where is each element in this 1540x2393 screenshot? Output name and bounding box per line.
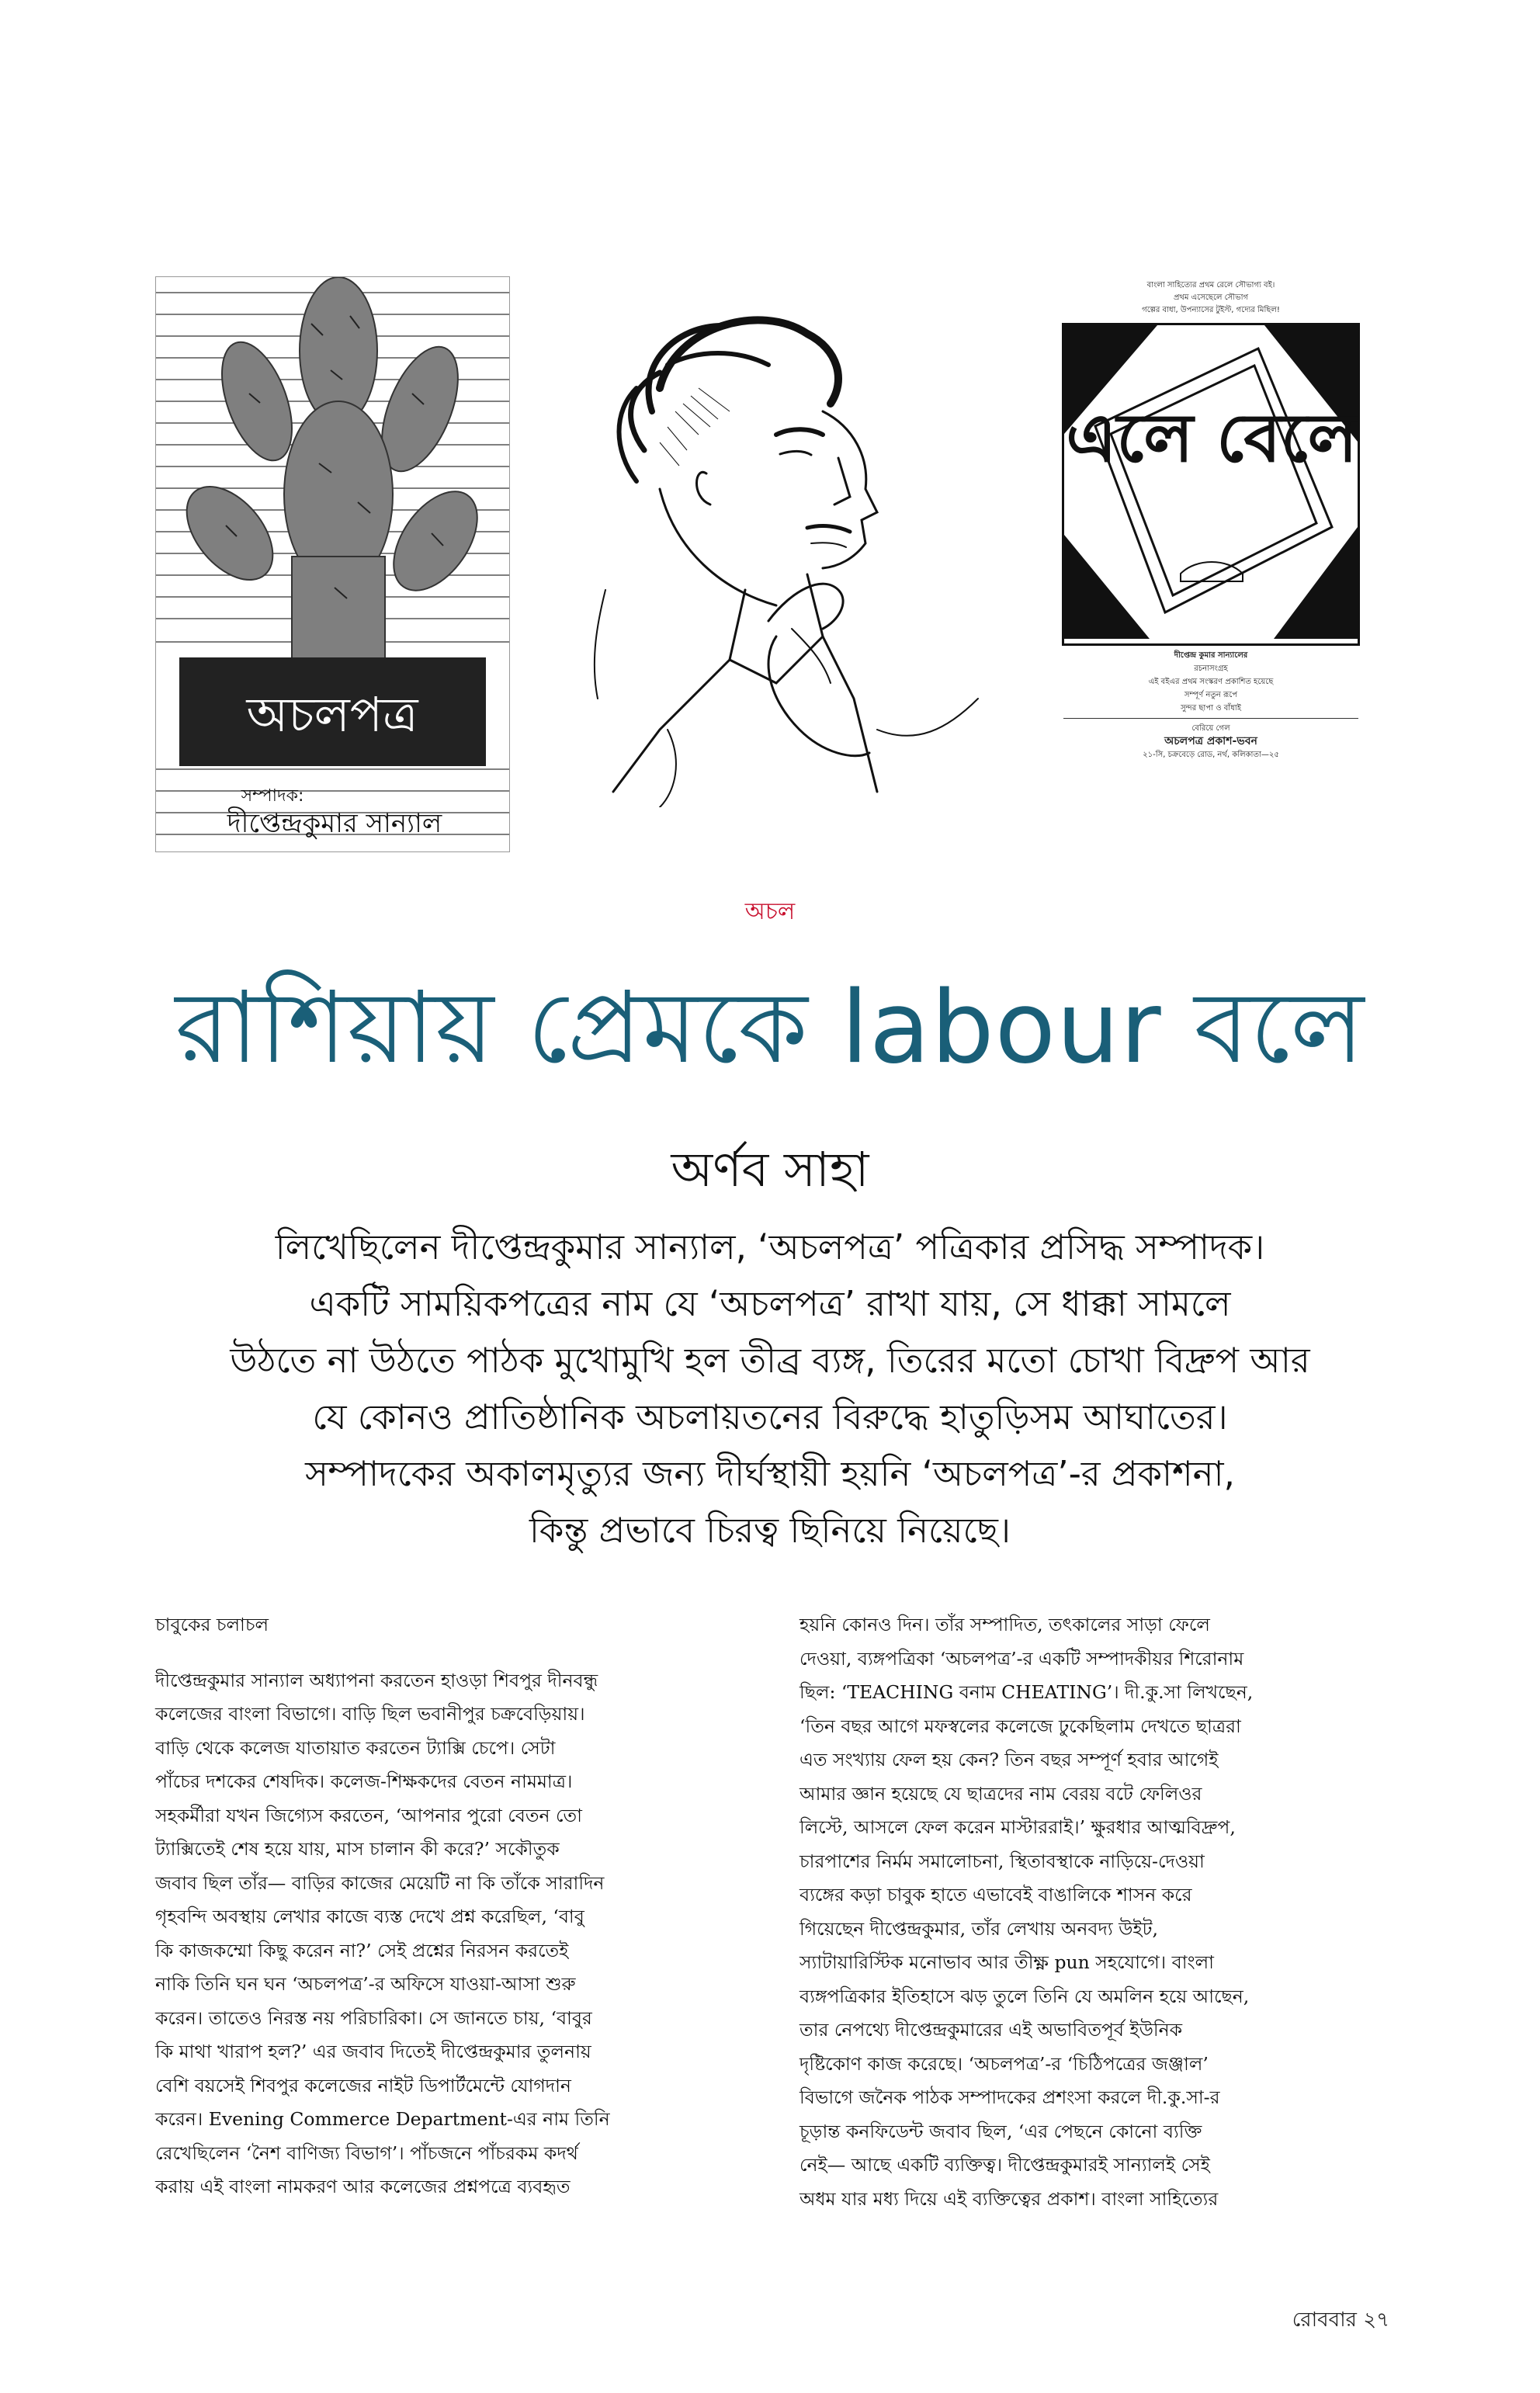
- ad-top-text: [1056, 279, 1366, 317]
- body-line: সহকর্মীরা যখন জিগ্যেস করতেন, ‘আপনার পুরো বেতন তো: [155, 1804, 582, 1826]
- ad-cover-title: এলে বেলে: [1066, 400, 1358, 477]
- body-line: হয়নি কোনও দিন। তাঁর সম্পাদিত, তৎকালের সাড়া ফেলে: [799, 1614, 1210, 1635]
- ad-cover-art: [1062, 323, 1360, 646]
- body-line: কি কাজকম্মো কিছু করেন না?’ সেই প্রশ্নের নিরসন করতেই: [155, 1939, 569, 1961]
- body-line: করায় এই বাংলা নামকরণ আর কলেজের প্রশ্নপত্রে ব্যবহৃত: [155, 2176, 571, 2197]
- body-line: ছিল: ‘TEACHING বনাম CHEATING’। দী.কু.সা লিখছেন,: [799, 1681, 1254, 1703]
- body-line: বেশি বয়সেই শিবপুর কলেজের নাইট ডিপার্টমেন্টে যোগদান: [155, 2074, 571, 2096]
- body-line: ব্যঙ্গের কড়া চাবুক হাতে এভাবেই বাঙালিকে শাসন করে: [799, 1884, 1192, 1906]
- body-line: বিভাগে জনৈক পাঠক সম্পাদকের প্রশংসা করলে দী.কু.সা-র: [799, 2086, 1220, 2108]
- standfirst-line: একটি সাময়িকপত্রের নাম যে ‘অচলপত্র’ রাখা যায়, সে ধাক্কা সামলে: [309, 1283, 1231, 1324]
- body-line: কি মাথা খারাপ হল?’ এর জবাব দিতেই দীপ্তেন্দ্রকুমার তুলনায়: [155, 2041, 591, 2062]
- body-line: কলেজের বাংলা বিভাগে। বাড়ি ছিল ভবানীপুর চক্রবেড়িয়ায়।: [155, 1703, 585, 1725]
- body-line: ট্যাক্সিতেই শেষ হয়ে যায়, মাস চালান কী করে?’ সকৌতুক: [155, 1838, 560, 1860]
- achalpatra-cover-image: [155, 276, 510, 852]
- ad-top-line: বাংলা সাহিত্যের প্রথম রেলে সৌভাগ্য বই।: [1146, 281, 1275, 290]
- standfirst-line: কিন্তু প্রভাবে চিরত্ব ছিনিয়ে নিয়েছে।: [529, 1510, 1011, 1551]
- ad-top-line: গল্পের বাধা, উপন্যাসের টুইস্ট, গদ্যের মিছিল!: [1142, 306, 1280, 314]
- page-folio: রোববার ২৭: [1292, 2308, 1389, 2332]
- ad-info-line: দীপ্তেন্দ্র কুমার সান্যালের: [1174, 651, 1248, 660]
- ad-info-line: ২১-সি, চক্রবেড়ে রোড, নর্থ, কলিকাতা—২৫: [1143, 751, 1279, 759]
- body-line: অধম যার মধ্য দিয়ে এই ব্যক্তিত্বের প্রকাশ। বাংলা সাহিত্যের: [799, 2187, 1219, 2210]
- cover-editor-label: সম্পাদক:: [241, 786, 304, 806]
- body-line: স্যাটায়ারিস্টিক মনোভাব আর তীক্ষ্ণ pun সহযোগে। বাংলা: [799, 1951, 1214, 1973]
- portrait-sketch-image: [543, 295, 1040, 807]
- section-subheading: চাবুকের চলাচল: [155, 1614, 269, 1635]
- ad-info-line: অচলপত্র প্রকাশ-ভবন: [1164, 735, 1257, 747]
- body-line: পাঁচের দশকের শেষদিক। কলেজ-শিক্ষকদের বেতন নামমাত্র।: [155, 1770, 573, 1792]
- body-line: জবাব ছিল তাঁর— বাড়ির কাজের মেয়েটি না কি তাঁকে সারাদিন: [155, 1871, 605, 1894]
- body-line: বাড়ি থেকে কলেজ যাতায়াত করতেন ট্যাক্সি চেপে। সেটা: [155, 1736, 556, 1759]
- ad-info-line: সুন্দর ছাপা ও বাঁধাই: [1181, 704, 1241, 713]
- standfirst-line: সম্পাদকের অকালমৃত্যুর জন্য দীর্ঘস্থায়ী হয়নি ‘অচলপত্র’-র প্রকাশনা,: [305, 1453, 1235, 1494]
- body-line: করেন। Evening Commerce Department-এর নাম তিনি: [155, 2108, 610, 2130]
- body-line: করেন। তাতেও নিরস্ত নয় পরিচারিকা। সে জানতে চায়, ‘বাবুর: [155, 2006, 592, 2029]
- body-line: রেখেছিলেন ‘নৈশ বাণিজ্য বিভাগ’। পাঁচজনে পাঁচরকম কদর্থ: [155, 2142, 578, 2164]
- body-line: দেওয়া, ব্যঙ্গপত্রিকা ‘অচলপত্র’-র একটি সম্পাদকীয়র শিরোনাম: [799, 1647, 1244, 1670]
- ad-divider: [1063, 718, 1358, 719]
- body-line: নাকি তিনি ঘন ঘন ‘অচলপত্র’-র অফিসে যাওয়া-আসা শুরু: [155, 1973, 576, 1995]
- standfirst-line: যে কোনও প্রাতিষ্ঠানিক অচলায়তনের বিরুদ্ধে হাতুড়িসম আঘাতের।: [312, 1396, 1228, 1438]
- body-line: তার নেপথ্যে দীপ্তেন্দ্রকুমারের এই অভাবিতপূর্ব ইউনিক: [799, 2019, 1183, 2041]
- body-line: এত সংখ্যায় ফেল হয় কেন? তিন বছর সম্পূর্ণ হবার আগেই: [799, 1749, 1219, 1770]
- standfirst: [159, 1219, 1381, 1559]
- body-column-right: [799, 1608, 1374, 2216]
- body-line: গিয়েছেন দীপ্তেন্দ্রকুমার, তাঁর লেখায় অনবদ্য উইট,: [799, 1917, 1158, 1940]
- body-line: ‘তিন বছর আগে মফস্বলের কলেজে ঢুকেছিলাম দেখতে ছাত্ররা: [799, 1715, 1241, 1737]
- body-line: ব্যঙ্গপত্রিকার ইতিহাসে ঝড় তুলে তিনি যে অমলিন হয়ে আছেন,: [799, 1985, 1250, 2007]
- body-line: লিস্টে, আসলে ফেল করেন মাস্টাররাই।’ ক্ষুরধার আত্মবিদ্রুপ,: [799, 1816, 1236, 1838]
- body-line: আমার জ্ঞান হয়েছে যে ছাত্রদের নাম বেরয় বটে ফেলিওর: [799, 1782, 1202, 1805]
- body-line: গৃহবন্দি অবস্থায় লেখার কাজে ব্যস্ত দেখে প্রশ্ন করেছিল, ‘বাবু: [155, 1906, 584, 1927]
- body-line: চূড়ান্ত কনফিডেন্ট জবাব ছিল, ‘এর পেছনে কোনো ব্যক্তি: [799, 2120, 1202, 2142]
- ad-top-line: প্রথম এসেছেলে সৌভাগ: [1173, 293, 1249, 302]
- standfirst-line: লিখেছিলেন দীপ্তেন্দ্রকুমার সান্যাল, ‘অচলপত্র’ পত্রিকার প্রসিদ্ধ সম্পাদক।: [275, 1226, 1265, 1268]
- body-line: দীপ্তেন্দ্রকুমার সান্যাল অধ্যাপনা করতেন হাওড়া শিবপুর দীনবন্ধু: [155, 1669, 598, 1691]
- ele-bele-advertisement: [1056, 279, 1366, 838]
- author-byline: অর্ণব সাহা: [671, 1141, 869, 1198]
- cover-title: অচলপত্র: [246, 686, 418, 743]
- body-line: দৃষ্টিকোণ কাজ করেছে। ‘অচলপত্র’-র ‘চিঠিপত্রের জঞ্জাল’: [799, 2052, 1209, 2075]
- ad-info-text: [1056, 649, 1366, 761]
- body-line: নেই— আছে একটি ব্যক্তিত্ব। দীপ্তেন্দ্রকুমারই সান্যালই সেই: [799, 2154, 1210, 2176]
- section-kicker: অচল: [744, 898, 796, 925]
- cover-editor-name: দীপ্তেন্দ্রকুমার সান্যাল: [227, 808, 442, 839]
- ad-info-line: বেরিয়ে গেল: [1191, 724, 1230, 733]
- body-line: চারপাশের নির্মম সমালোচনা, স্থিতাবস্থাকে নাড়িয়ে-দেওয়া: [799, 1850, 1205, 1872]
- ad-info-line: রচনাসংগ্রহ: [1194, 664, 1228, 673]
- body-column-left: [155, 1608, 730, 2204]
- article-headline: রাশিয়ায় প্রেমকে labour বলে: [175, 970, 1365, 1086]
- ad-info-line: সম্পূর্ণ নতুন রূপে: [1184, 691, 1238, 699]
- ad-info-line: এই বইএর প্রথম সংস্করণ প্রকাশিত হয়েছে: [1148, 678, 1274, 686]
- standfirst-line: উঠতে না উঠতে পাঠক মুখোমুখি হল তীব্র ব্যঙ্গ, তিরের মতো চোখা বিদ্রুপ আর: [230, 1340, 1310, 1381]
